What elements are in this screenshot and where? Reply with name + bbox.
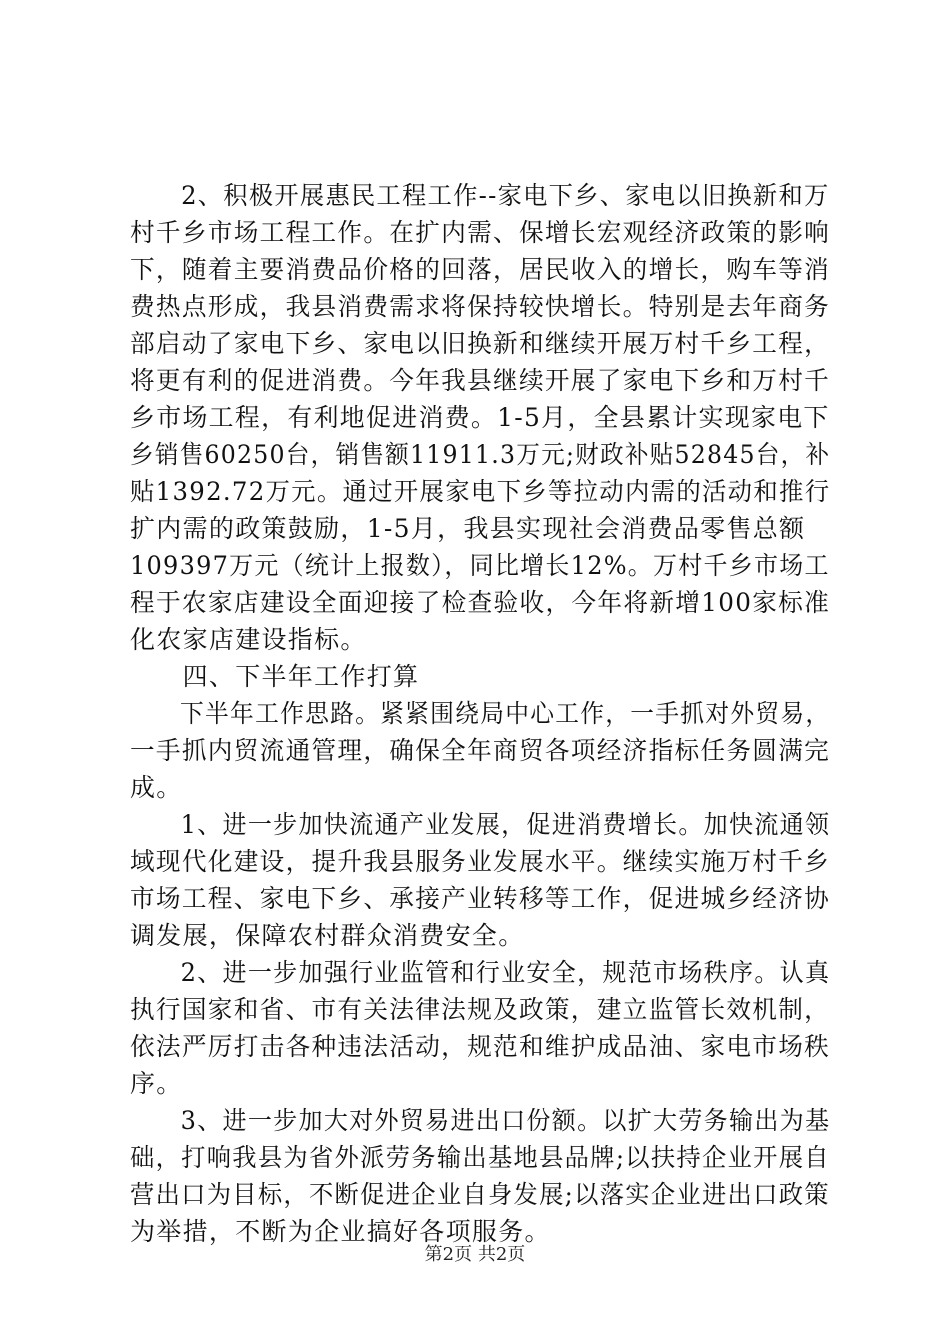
text-line: 营出口为目标，不断促进企业自身发展;以落实企业进出口政策 [130, 1180, 830, 1209]
text-line: 依法严厉打击各种违法活动，规范和维护成品油、家电市场秩 [130, 1032, 831, 1061]
text-line: 成。 [130, 773, 183, 802]
text-line: 2、进一步加强行业监管和行业安全，规范市场秩序。认真 [130, 958, 831, 987]
text-line: 贴1392.72万元。通过开展家电下乡等拉动内需的活动和推行 [130, 477, 831, 506]
text-line: 市场工程、家电下乡、承接产业转移等工作，促进城乡经济协 [130, 884, 831, 913]
text-line: 2、积极开展惠民工程工作--家电下乡、家电以旧换新和万 [130, 181, 830, 210]
text-line: 费热点形成，我县消费需求将保持较快增长。特别是去年商务 [130, 292, 831, 321]
text-line: 域现代化建设，提升我县服务业发展水平。继续实施万村千乡 [130, 847, 831, 876]
text-line: 1、进一步加快流通产业发展，促进消费增长。加快流通领 [130, 810, 831, 839]
text-line: 下，随着主要消费品价格的回落，居民收入的增长，购车等消 [130, 255, 831, 284]
text-line: 109397万元（统计上报数），同比增长12%。万村千乡市场工 [130, 551, 830, 580]
text-line: 化农家店建设指标。 [130, 625, 367, 654]
text-line: 扩内需的政策鼓励，1-5月，我县实现社会消费品零售总额 [130, 514, 806, 543]
page-number-footer: 第2页 共2页 [424, 1244, 526, 1265]
text-line: 将更有利的促进消费。今年我县继续开展了家电下乡和万村千 [130, 366, 831, 395]
text-line: 部启动了家电下乡、家电以旧换新和继续开展万村千乡工程， [130, 329, 831, 358]
text-line: 调发展，保障农村群众消费安全。 [130, 921, 525, 950]
text-line: 乡销售60250台，销售额11911.3万元;财政补贴52845台，补 [130, 440, 831, 469]
text-line: 3、进一步加大对外贸易进出口份额。以扩大劳务输出为基 [130, 1106, 831, 1135]
text-line: 一手抓内贸流通管理，确保全年商贸各项经济指标任务圆满完 [130, 736, 831, 765]
text-line: 下半年工作思路。紧紧围绕局中心工作，一手抓对外贸易， [130, 699, 831, 728]
text-line: 序。 [130, 1069, 183, 1098]
text-line: 村千乡市场工程工作。在扩内需、保增长宏观经济政策的影响 [130, 218, 831, 247]
section-heading: 四、下半年工作打算 [130, 662, 420, 691]
text-line: 为举措，不断为企业搞好各项服务。 [130, 1217, 551, 1246]
text-line: 乡市场工程，有利地促进消费。1-5月，全县累计实现家电下 [130, 403, 830, 432]
text-line: 程于农家店建设全面迎接了检查验收，今年将新增100家标准 [130, 588, 831, 617]
text-line: 础，打响我县为省外派劳务输出基地县品牌;以扶持企业开展自 [130, 1143, 830, 1172]
text-line: 执行国家和省、市有关法律法规及政策，建立监管长效机制， [130, 995, 831, 1024]
